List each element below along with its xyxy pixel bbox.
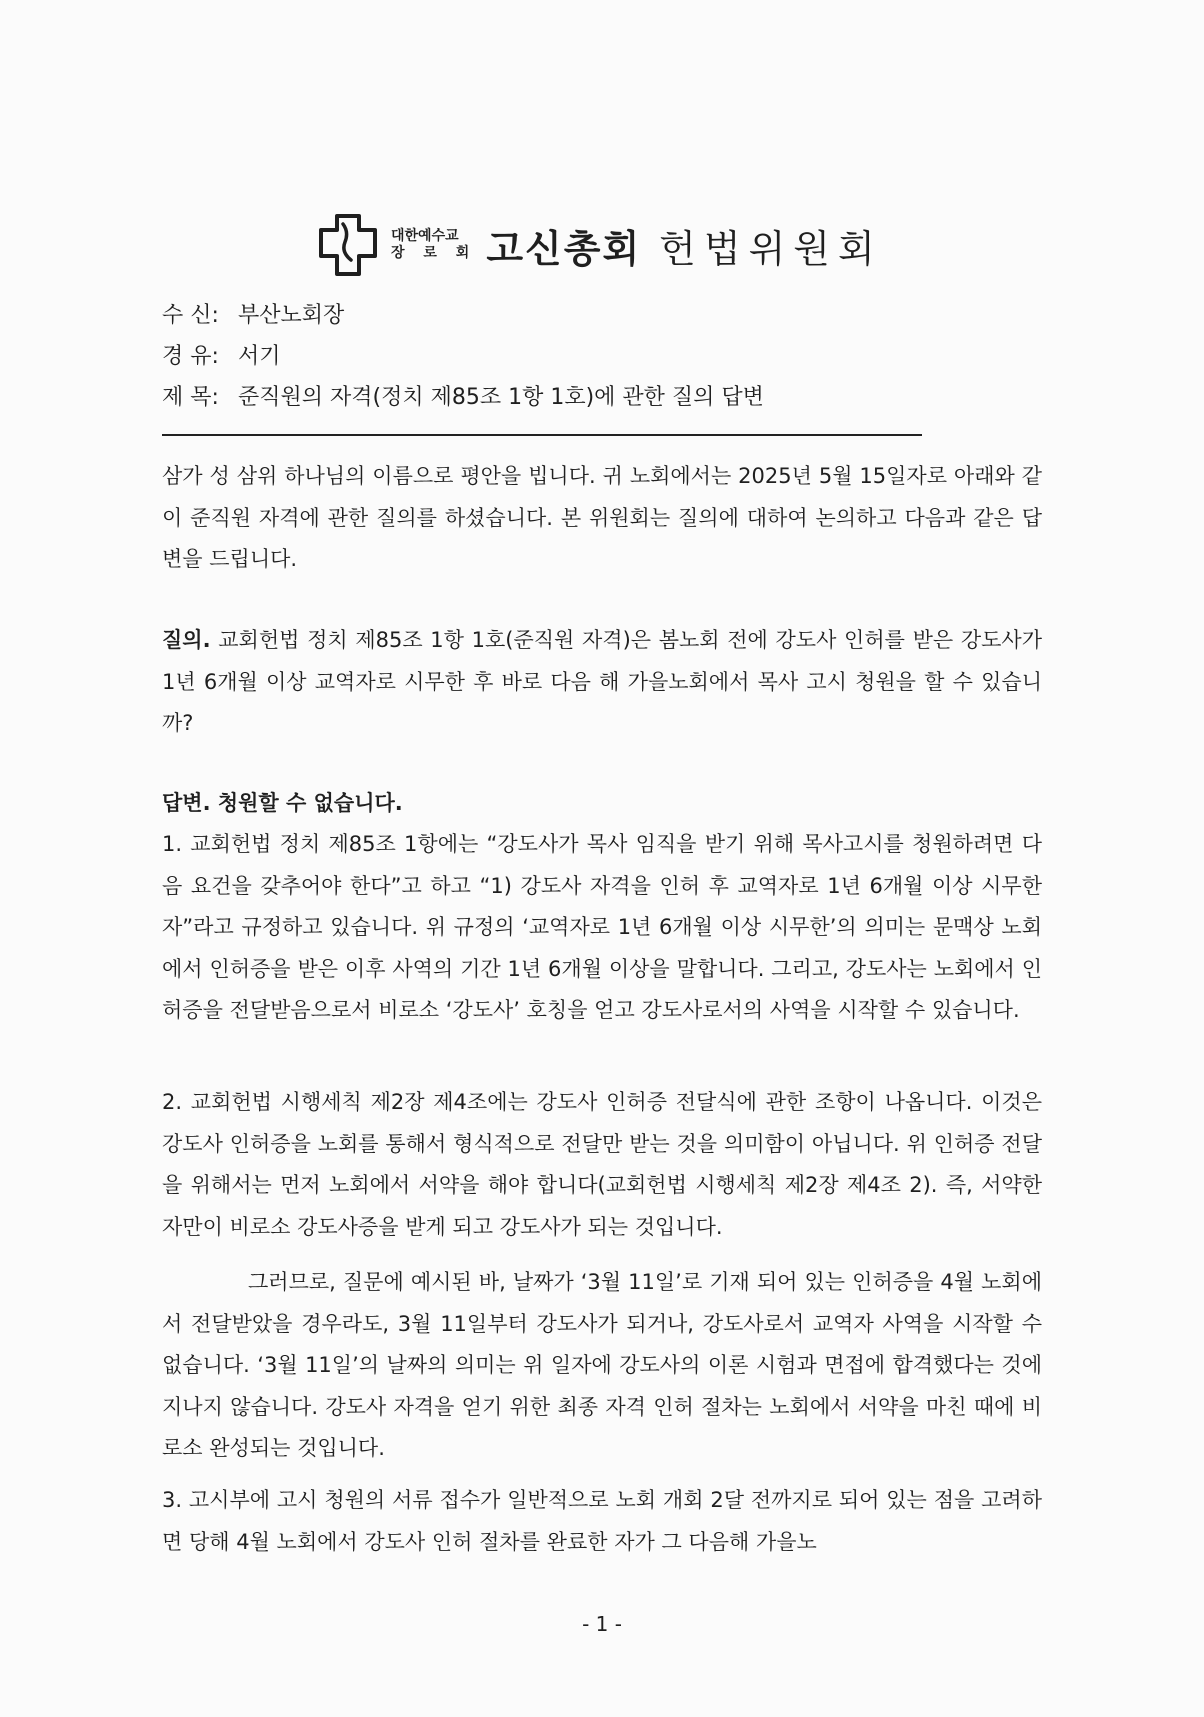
question-text: 교회헌법 정치 제85조 1항 1호(준직원 자격)은 봄노회 전에 강도사 인허를 받은 강도사가 1년 6개월 이상 교역자로 시무한 후 바로 다음 해 가을노회에서 목사 고시 청원을 할 수 있습니까? <box>162 628 1042 735</box>
answer-heading: 답변. 청원할 수 없습니다. <box>162 791 403 815</box>
subject-value: 준직원의 자격(정치 제85조 1항 1호)에 관한 질의 답변 <box>238 385 764 410</box>
answer-point-3: 3. 고시부에 고시 청원의 서류 접수가 일반적으로 노회 개회 2달 전까지로 되어 있는 점을 고려하면 당해 4월 노회에서 강도사 인허 절차를 완료한 자가 그 다음해 가을노 <box>162 1488 1042 1554</box>
answer-point-1: 1. 교회헌법 정치 제85조 1항에는 “강도사가 목사 임직을 받기 위해 목사고시를 청원하려면 다음 요건을 갖추어야 한다”고 하고 “1) 강도사 자격을 인허 후 교역자로 1년 6개월 이상 시무한 자”라고 규정하고 있습니다. 위 규정의 ‘교역자로 1년 6개월 이상 시무한’의 의미는 문맥상 노회에서 인허증을 받은 이후 사역의 기간 1년 6개월 이상을 말합니다. 그리고, 강도사는 노회에서 인허증을 전달받음으로서 비로소 ‘강도사’ 호칭을 얻고 강도사로서의 사역을 시작할 수 있습니다. <box>162 832 1042 1022</box>
church-cross-logo-icon <box>315 212 381 278</box>
assembly-name: 고신총회 <box>486 226 642 271</box>
answer-point-2-continued: 그러므로, 질문에 예시된 바, 날짜가 ‘3월 11일’로 기재 되어 있는 인허증을 4월 노회에서 전달받았을 경우라도, 3월 11일부터 강도사가 되거나, 강도사로서 교역자 사역을 시작할 수 없습니다. ‘3월 11일’의 날짜의 의미는 위 일자에 강도사의 이론 시험과 면접에 합격했다는 것에 지나지 않습니다. 강도사 자격을 얻기 위한 최종 자격 인허 절차는 노회에서 서약을 마친 때에 비로소 완성되는 것입니다. <box>162 1270 1042 1460</box>
page-number: - 1 - <box>582 1612 622 1636</box>
committee-name: 헌법위원회 <box>659 226 883 271</box>
greeting-paragraph: 삼가 성 삼위 하나님의 이름으로 평안을 빕니다. 귀 노회에서는 2025년 5월 15일자로 아래와 같이 준직원 자격에 관한 질의를 하셨습니다. 본 위원회는 질의에 대하여 논의하고 다음과 같은 답변을 드립니다. <box>162 464 1042 571</box>
answer-point-2: 2. 교회헌법 시행세칙 제2장 제4조에는 강도사 인허증 전달식에 관한 조항이 나옵니다. 이것은 강도사 인허증을 노회를 통해서 형식적으로 전달만 받는 것을 의미함이 아닙니다. 위 인허증 전달을 위해서는 먼저 노회에서 서약을 해야 합니다(교회헌법 시행세칙 제2장 제4조 2). 즉, 서약한 자만이 비로소 강도사증을 받게 되고 강도사가 되는 것입니다. <box>162 1090 1042 1239</box>
letterhead <box>315 210 883 280</box>
via-value: 서기 <box>238 344 281 369</box>
denomination-label <box>391 228 476 262</box>
subject-field <box>162 382 764 414</box>
recipient-label: 수 신: <box>162 303 219 328</box>
recipient-value: 부산노회장 <box>238 303 345 328</box>
header-divider <box>162 434 922 436</box>
question-label: 질의. <box>162 628 211 652</box>
question-paragraph <box>162 620 1042 745</box>
subject-label: 제 목: <box>162 385 219 410</box>
recipient-field <box>162 300 344 332</box>
denomination-bottom: 장 로 회 <box>391 245 477 261</box>
via-field <box>162 341 281 373</box>
denomination-top: 대한예수교 <box>391 228 459 244</box>
via-label: 경 유: <box>162 344 219 369</box>
